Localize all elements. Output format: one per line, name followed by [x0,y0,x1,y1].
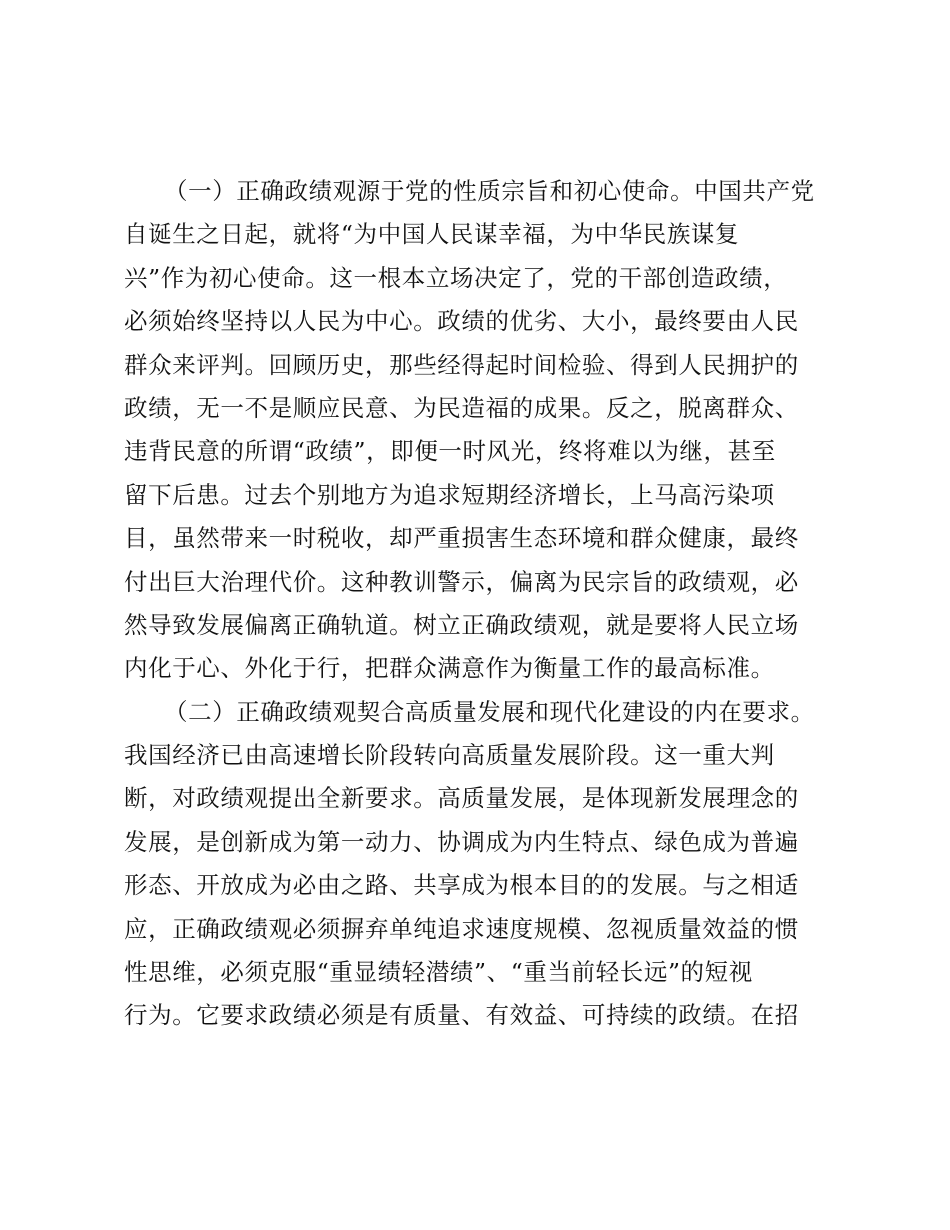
body-text [124,170,824,1038]
text-line: 内化于心、外化于行，把群众满意作为衡量工作的最高标准。 [124,654,775,683]
text-line: 群众来评判。回顾历史，那些经得起时间检验、得到人民拥护的 [124,350,799,379]
text-line: 然导致发展偏离正确轨道。树立正确政绩观，就是要将人民立场 [124,610,799,639]
text-line: 形态、开放成为必由之路、共享成为根本目的的发展。与之相适 [124,871,799,900]
text-line: 断，对政绩观提出全新要求。高质量发展，是体现新发展理念的 [124,784,799,813]
text-line: 行为。它要求政绩必须是有质量、有效益、可持续的政绩。在招 [124,1001,799,1030]
text-line: 付出巨大治理代价。这种教训警示，偏离为民宗旨的政绩观，必 [124,567,799,596]
text-line: 政绩，无一不是顺应民意、为民造福的成果。反之，脱离群众、 [124,393,799,422]
text-line: 自诞生之日起，就将“为中国人民谋幸福，为中华民族谋复 [124,220,740,249]
text-line: 违背民意的所谓“政绩”，即便一时风光，终将难以为继，甚至 [124,437,776,466]
text-line: 性思维，必须克服“重显绩轻潜绩”、“重当前轻长远”的短视 [124,958,753,987]
text-line: 目，虽然带来一时税收，却严重损害生态环境和群众健康，最终 [124,524,799,553]
text-line: 我国经济已由高速增长阶段转向高质量发展阶段。这一重大判 [124,741,775,770]
paragraph-2-heading-line: （二）正确政绩观契合高质量发展和现代化建设的内在要求。 [164,697,815,726]
text-line: 兴”作为初心使命。这一根本立场决定了，党的干部创造政绩， [124,263,788,292]
text-line: 必须始终坚持以人民为中心。政绩的优劣、大小，最终要由人民 [124,307,799,336]
text-line: 应，正确政绩观必须摒弃单纯追求速度规模、忽视质量效益的惯 [124,914,799,943]
paragraph-1-heading-line: （一）正确政绩观源于党的性质宗旨和初心使命。中国共产党 [164,177,815,205]
text-line: 留下后患。过去个别地方为追求短期经济增长，上马高污染项 [124,480,775,509]
text-line: 发展，是创新成为第一动力、协调成为内生特点、绿色成为普遍 [124,827,799,856]
